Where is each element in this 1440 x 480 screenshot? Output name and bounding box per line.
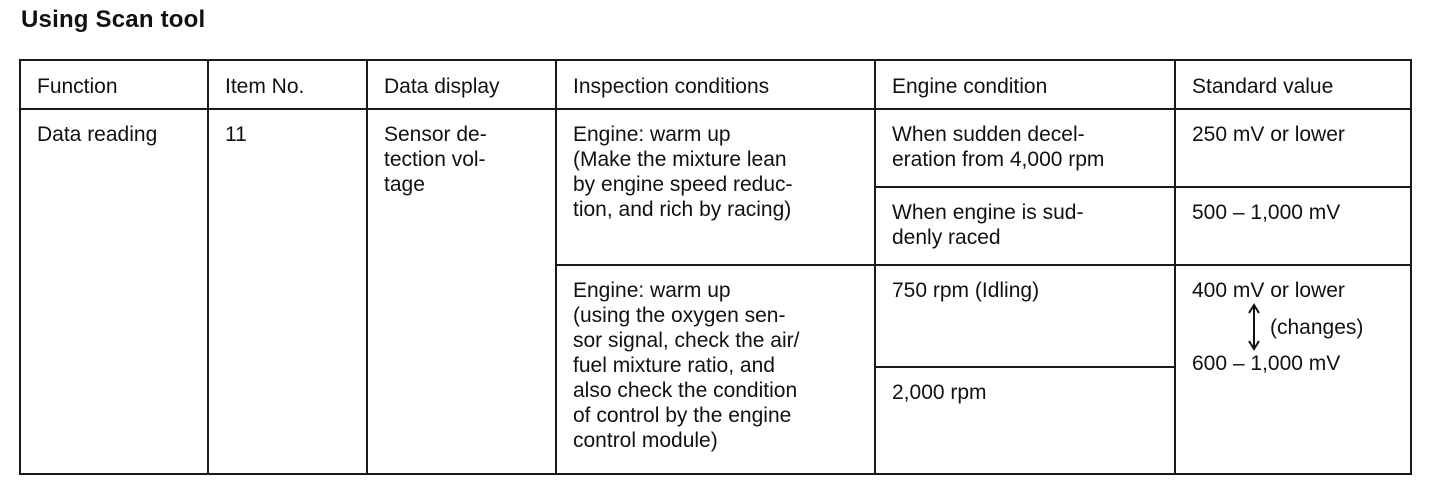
header-engine-condition: Engine condition	[875, 60, 1175, 109]
standard-value-note: (changes)	[1270, 315, 1364, 339]
cell-engine-condition-1: When sudden decel- eration from 4,000 rpm	[875, 109, 1175, 187]
cell-data-display: Sensor de- tection vol- tage	[367, 109, 556, 474]
cell-inspection-2: Engine: warm up (using the oxygen sen- sor signal, check the air/ fuel mixture ratio, and also check the condition of control by the engine control module)	[556, 265, 875, 474]
cell-inspection-1: Engine: warm up (Make the mixture lean by engine speed reduc- tion, and rich by racing)	[556, 109, 875, 265]
standard-value-top: 400 mV or lower	[1192, 279, 1345, 302]
up-down-arrow-icon	[1248, 303, 1260, 351]
header-function: Function	[20, 60, 208, 109]
header-data-display: Data display	[367, 60, 556, 109]
scan-tool-table	[19, 59, 1412, 475]
header-standard-value: Standard value	[1175, 60, 1411, 109]
cell-standard-value-2: 500 – 1,000 mV	[1175, 187, 1411, 265]
cell-engine-condition-3: 750 rpm (Idling)	[875, 265, 1175, 367]
cell-engine-condition-2: When engine is sud- denly raced	[875, 187, 1175, 265]
header-item-no: Item No.	[208, 60, 367, 109]
standard-value-bottom: 600 – 1,000 mV	[1192, 352, 1341, 375]
cell-standard-value-1: 250 mV or lower	[1175, 109, 1411, 187]
cell-standard-value-range	[1175, 265, 1411, 474]
page-title: Using Scan tool	[21, 6, 206, 33]
cell-item-no: 11	[208, 109, 367, 474]
header-inspection-conditions: Inspection conditions	[556, 60, 875, 109]
cell-engine-condition-4: 2,000 rpm	[875, 367, 1175, 474]
cell-function: Data reading	[20, 109, 208, 474]
changes-indicator	[1248, 303, 1400, 351]
table-row	[20, 109, 1411, 187]
table-header-row	[20, 60, 1411, 109]
